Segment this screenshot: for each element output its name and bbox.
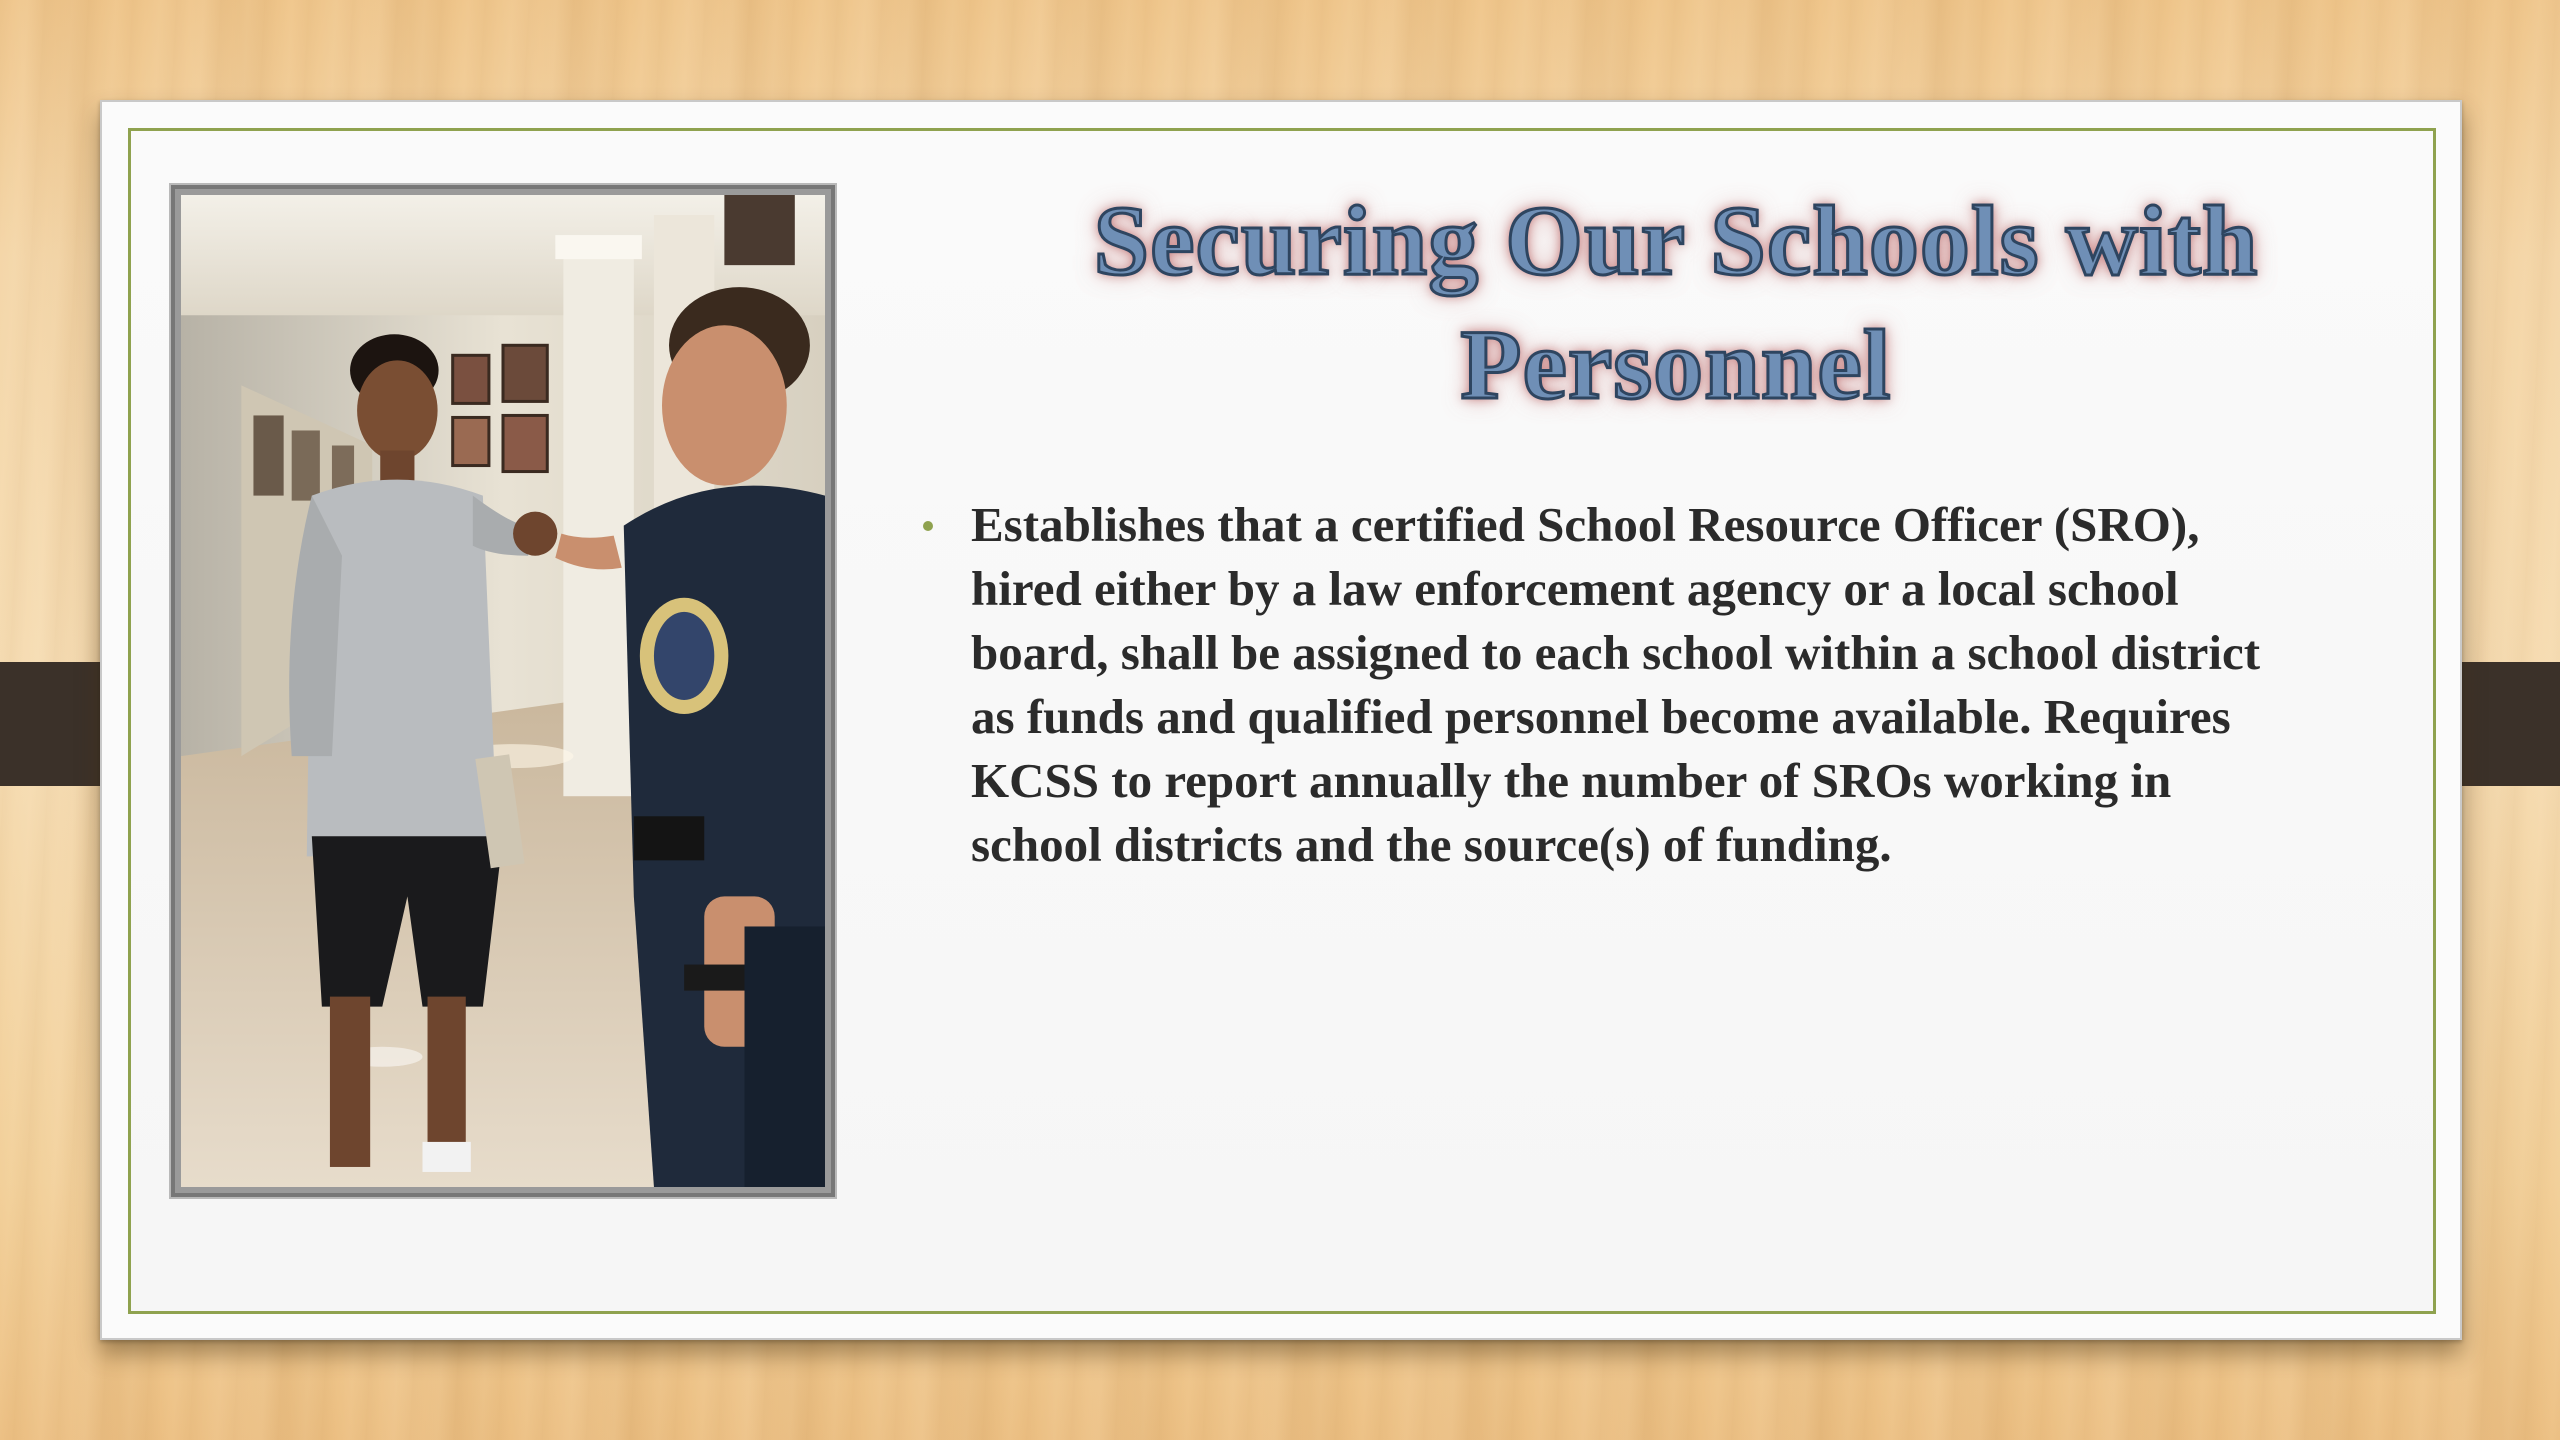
slide-card [100, 100, 2462, 1340]
slide-title: Securing Our Schools with Personnel [1093, 185, 2259, 420]
slide-inner-frame [128, 128, 2436, 1314]
bullet-marker [923, 521, 933, 531]
student-officer-fist-bump-photo [181, 195, 825, 1187]
bullet-text: Establishes that a certified School Resource Officer (SRO), hired either by a law enforcement agency or a local school board, shall be assigned to each school within a school district as funds and qualified personnel become available. Requires KCSS to report annually the number of SROs working in school districts and the source(s) of funding. [971, 497, 2261, 872]
photo-frame [171, 185, 835, 1197]
bullet-item [923, 493, 2383, 877]
